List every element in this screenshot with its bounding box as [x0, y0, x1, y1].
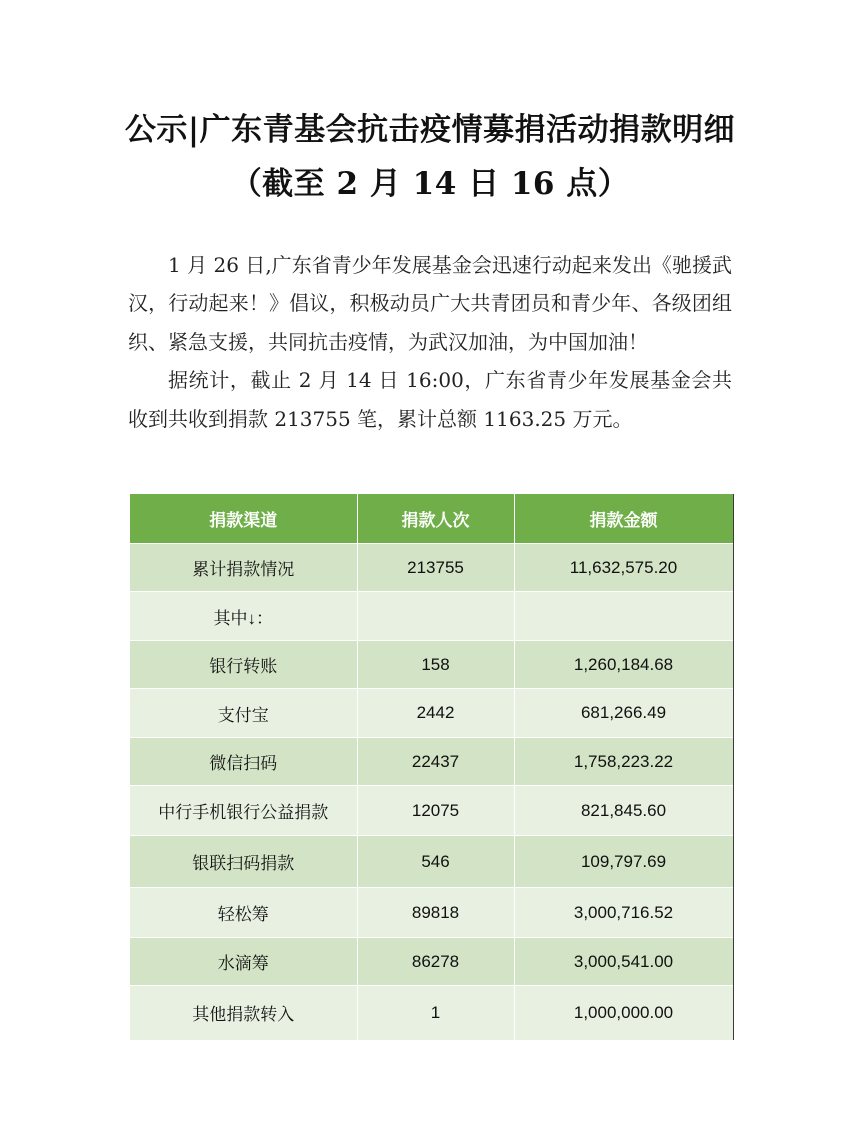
cell-amount: 109,797.69	[514, 836, 733, 888]
table-row	[130, 888, 733, 938]
cell-count: 86278	[357, 938, 514, 986]
table-row	[130, 738, 733, 786]
paragraph: 据统计，截止 2 月 14 日 16:00，广东省青少年发展基金会共收到共收到捐款 213755 笔，累计总额 1163.25 万元。	[128, 368, 732, 431]
table-row	[130, 544, 733, 592]
cell-amount: 11,632,575.20	[514, 544, 733, 592]
cell-count: 89818	[357, 888, 514, 938]
article-body	[128, 246, 732, 438]
cell-amount: 681,266.49	[514, 689, 733, 738]
table-row	[130, 786, 733, 836]
cell-amount: 821,845.60	[514, 786, 733, 836]
table-row	[130, 986, 733, 1040]
cell-amount: 1,758,223.22	[514, 738, 733, 786]
table-header-row	[130, 494, 733, 544]
header-amount: 捐款金额	[514, 494, 733, 544]
cell-count: 22437	[357, 738, 514, 786]
header-channel: 捐款渠道	[130, 494, 357, 544]
table-row	[130, 641, 733, 689]
cell-channel: 微信扫码	[130, 738, 357, 786]
table-row	[130, 938, 733, 986]
page-title: 公示|广东青基会抗击疫情募捐活动捐款明细（截至 2 月 14 日 16 点）	[124, 112, 736, 202]
cell-channel: 支付宝	[130, 689, 357, 738]
table-row	[130, 592, 733, 641]
cell-count: 12075	[357, 786, 514, 836]
cell-channel: 银行转账	[130, 641, 357, 689]
cell-amount: 3,000,541.00	[514, 938, 733, 986]
cell-count: 158	[357, 641, 514, 689]
cell-channel: 银联扫码捐款	[130, 836, 357, 888]
paragraph: 1 月 26 日,广东省青少年发展基金会迅速行动起来发出《驰援武汉，行动起来！》倡议，积极动员广大共青团员和青少年、各级团组织、紧急支援，共同抗击疫情，为武汉加油，为中国加油！	[128, 253, 732, 354]
cell-channel: 水滴筹	[130, 938, 357, 986]
cell-channel: 累计捐款情况	[130, 544, 357, 592]
cell-channel: 中行手机银行公益捐款	[130, 786, 357, 836]
cell-channel: 轻松筹	[130, 888, 357, 938]
header-count: 捐款人次	[357, 494, 514, 544]
donation-table	[130, 494, 734, 1040]
cell-amount: 3,000,716.52	[514, 888, 733, 938]
cell-count: 546	[357, 836, 514, 888]
cell-amount: 1,000,000.00	[514, 986, 733, 1040]
table-row	[130, 836, 733, 888]
cell-channel: 其他捐款转入	[130, 986, 357, 1040]
cell-count: 2442	[357, 689, 514, 738]
cell-count	[357, 592, 514, 641]
table-row	[130, 689, 733, 738]
cell-count: 1	[357, 986, 514, 1040]
cell-channel: 其中↓：	[130, 592, 357, 641]
cell-count: 213755	[357, 544, 514, 592]
cell-amount: 1,260,184.68	[514, 641, 733, 689]
cell-amount	[514, 592, 733, 641]
